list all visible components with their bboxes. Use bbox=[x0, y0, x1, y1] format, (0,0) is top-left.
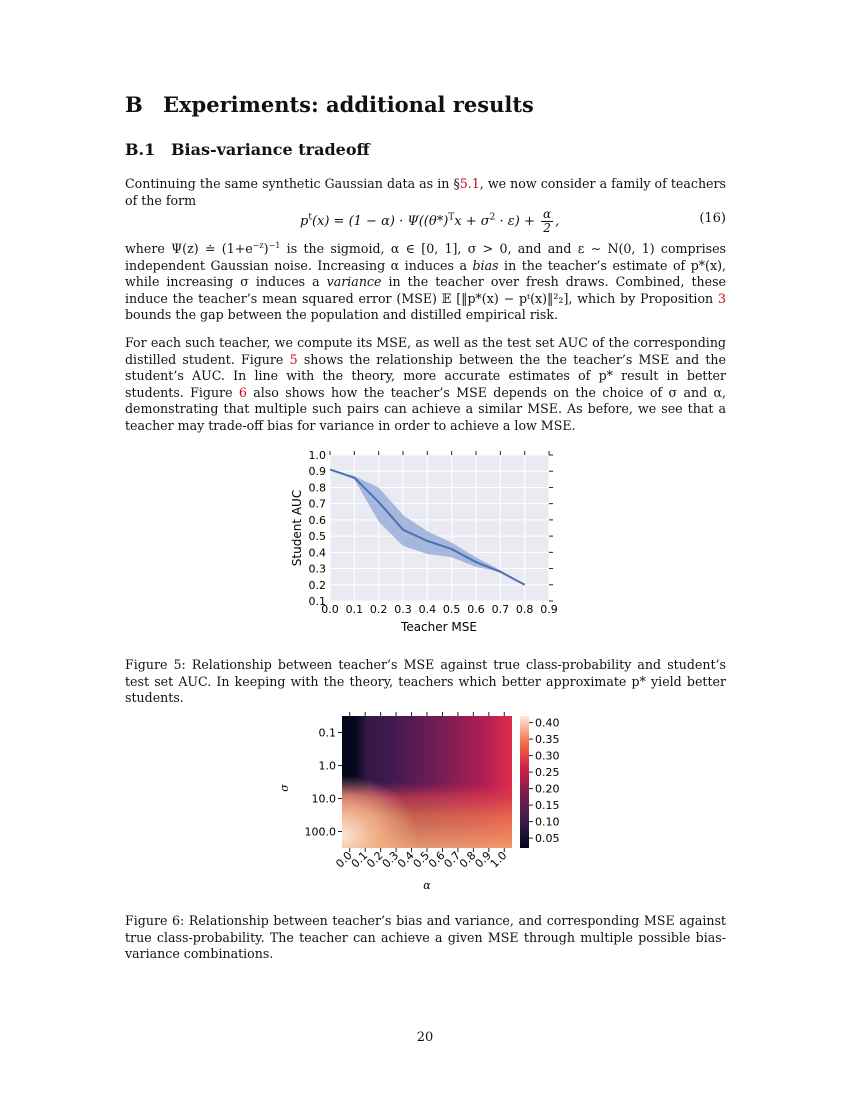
y-axis-label: Student AUC bbox=[290, 489, 304, 567]
y-axis-label: σ bbox=[278, 784, 291, 792]
colorbar-ticks bbox=[529, 717, 560, 846]
y-tick-label: 0.8 bbox=[308, 481, 326, 495]
figure5-link[interactable]: 5 bbox=[289, 351, 298, 367]
x-tick-label: 1.0 bbox=[487, 848, 510, 871]
x-tick-labels bbox=[333, 849, 509, 871]
plot-background bbox=[330, 455, 549, 601]
colorbar-tick-label: 0.10 bbox=[535, 815, 560, 829]
colorbar-tick-label: 0.15 bbox=[535, 799, 560, 813]
x-tick-label: 0.7 bbox=[491, 603, 510, 616]
x-tick-label: 0.4 bbox=[418, 603, 437, 616]
x-tick-label: 0.9 bbox=[540, 603, 558, 616]
colorbar-tick-label: 0.05 bbox=[535, 832, 560, 846]
figure-5-line-chart bbox=[280, 448, 580, 638]
colorbar-tick-label: 0.40 bbox=[535, 716, 560, 730]
x-axis-label: Teacher MSE bbox=[401, 620, 477, 634]
y-tick-marks bbox=[338, 733, 342, 832]
x-tick-label: 0.0 bbox=[333, 848, 355, 871]
figure-5-caption: Figure 5: Relationship between teacher’s MSE against true class-probability and student’s test set AUC. In keeping with the theory, teachers which better approximate p* yield better students. bbox=[125, 657, 726, 705]
x-tick-label: 0.7 bbox=[441, 848, 464, 871]
x-tick-label: 0.3 bbox=[394, 603, 412, 616]
y-tick-label: 1.0 bbox=[308, 449, 326, 462]
paragraph-experiment: For each such teacher, we compute its MSE, as well as the test set AUC of the corresponding distilled student. Figure 5 shows the relationship between the the teacher’s MSE and the student’s AUC. In line with the theory, more accurate estimates of p* result in better students. Figure 6 also shows how the teacher’s MSE depends on the choice of σ and α, demonstrating that multiple such pairs can achieve a similar MSE. As before, we see that a teacher may trade-off bias for variance in order to achieve a low MSE. bbox=[125, 335, 726, 433]
equation-16: $p^t(x) = (1 - \alpha) \cdot \Psi((\theta*)^Tx + \sigma^2 \cdot \varepsilon)$ + $\frac{\alpha}{2}$ , (16) bbox=[300, 207, 726, 235]
colorbar-tick-label: 0.25 bbox=[535, 766, 560, 780]
x-tick-label: 0.5 bbox=[410, 848, 433, 871]
heatmap-cells bbox=[342, 716, 512, 848]
section-title: Experiments: additional results bbox=[163, 92, 534, 117]
x-tick-label: 0.8 bbox=[456, 848, 479, 871]
figure-6-caption: Figure 6: Relationship between teacher’s bias and variance, and corresponding MSE against true class-probability. The teacher can achieve a given MSE through multiple possible bias-variance combinations. bbox=[125, 913, 726, 961]
x-tick-label: 0.9 bbox=[472, 848, 494, 871]
x-tick-labels bbox=[321, 603, 558, 616]
y-tick-label: 0.9 bbox=[308, 465, 326, 479]
x-tick-label: 0.1 bbox=[345, 603, 364, 616]
section-link[interactable]: 5.1 bbox=[459, 176, 480, 191]
x-tick-label: 0.0 bbox=[321, 603, 339, 616]
equation-number: (16) bbox=[699, 211, 726, 226]
x-tick-label: 0.8 bbox=[515, 603, 534, 616]
x-tick-label: 0.5 bbox=[442, 603, 461, 616]
subsection-title: Bias-variance tradeoff bbox=[171, 140, 370, 159]
y-tick-label: 0.4 bbox=[308, 546, 326, 560]
section-heading bbox=[125, 92, 534, 117]
y-tick-label: 0.2 bbox=[308, 578, 326, 592]
y-tick-label: 10.0 bbox=[311, 792, 336, 806]
paragraph-bias-variance: where Ψ(z) ≐ $(1+e^{-z})^{-1}$ is the sigmoid, α ∈ [0, 1], σ > 0, and and ε ∼ N(0, 1) comprises independent Gaussian noise. Increasing α induces a bias in the teacher’s estimate of p*(x), while increasing σ induces a variance in the teacher over fresh draws. Combined, these induce the teacher’s mean squared error (MSE) 𝔼 [‖p*(x) − pᵗ(x)‖²₂], which by Proposition 3 bounds the gap between the population and distilled empirical risk. bbox=[125, 241, 726, 323]
y-tick-label: 100.0 bbox=[304, 825, 336, 839]
colorbar bbox=[520, 716, 529, 848]
paragraph-intro: Continuing the same synthetic Gaussian data as in §5.1, we now consider a family of teachers of the form bbox=[125, 176, 726, 208]
x-tick-label: 0.4 bbox=[395, 848, 417, 871]
figure-6-heatmap bbox=[278, 708, 574, 898]
figure6-link[interactable]: 6 bbox=[238, 384, 247, 400]
proposition-link[interactable]: 3 bbox=[717, 290, 726, 306]
y-tick-label: 0.5 bbox=[308, 530, 326, 544]
colorbar-tick-label: 0.30 bbox=[535, 749, 560, 763]
x-tick-label: 0.2 bbox=[364, 848, 386, 871]
section-number: B bbox=[125, 92, 143, 117]
x-axis-label: α bbox=[423, 879, 431, 892]
page-number: 20 bbox=[416, 1030, 434, 1045]
subsection-heading bbox=[125, 140, 370, 159]
y-tick-label: 1.0 bbox=[318, 759, 336, 773]
y-tick-labels bbox=[309, 449, 327, 608]
colorbar-tick-label: 0.35 bbox=[535, 733, 560, 747]
x-tick-label: 0.1 bbox=[348, 848, 371, 871]
x-tick-label: 0.6 bbox=[467, 603, 485, 616]
x-tick-label: 0.3 bbox=[379, 848, 402, 871]
colorbar-tick-label: 0.20 bbox=[535, 782, 560, 796]
x-tick-label: 0.2 bbox=[369, 603, 388, 616]
y-tick-label: 0.6 bbox=[308, 513, 326, 527]
y-tick-label: 0.3 bbox=[308, 562, 326, 576]
y-tick-label: 0.7 bbox=[308, 497, 326, 511]
x-tick-label: 0.6 bbox=[426, 848, 448, 871]
y-tick-label: 0.1 bbox=[308, 595, 326, 608]
subsection-number: B.1 bbox=[125, 140, 156, 159]
y-tick-label: 0.1 bbox=[318, 726, 336, 740]
y-tick-labels bbox=[305, 727, 337, 839]
